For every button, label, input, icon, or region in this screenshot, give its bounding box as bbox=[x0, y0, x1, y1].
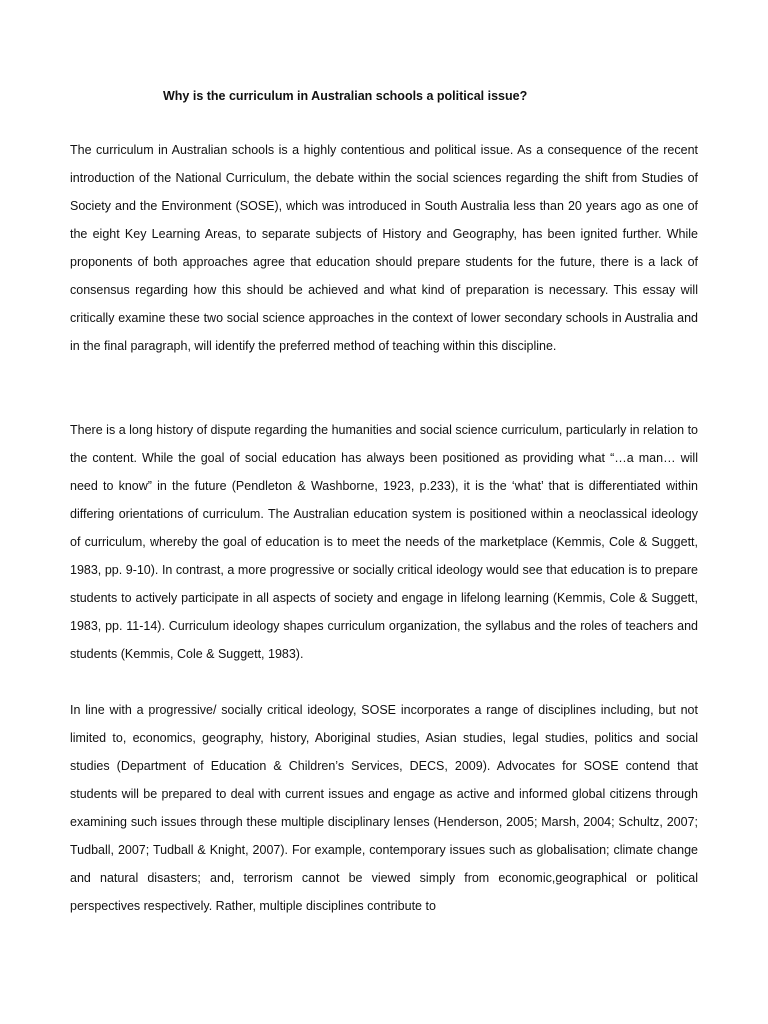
paragraph-introduction: The curriculum in Australian schools is a highly contentious and political issue. As a consequence of the recent introduction of the National Curriculum, the debate within the social sciences regarding the shift from Studies of Society and the Environment (SOSE), which was introduced in South Australia less than 20 years ago as one of the eight Key Learning Areas, to separate subjects of History and Geography, has been ignited further. While proponents of both approaches agree that education should prepare students for the future, there is a lack of consensus regarding how this should be achieved and what kind of preparation is necessary. This essay will critically examine these two social science approaches in the context of lower secondary schools in Australia and in the final paragraph, will identify the preferred method of teaching within this discipline. bbox=[70, 143, 698, 353]
paragraph-history-dispute: There is a long history of dispute regarding the humanities and social science curriculum, particularly in relation to the content. While the goal of social education has always been positioned as providing what “…a man… will need to know” in the future (Pendleton & Washborne, 1923, p.233), it is the ‘what’ that is differentiated within differing orientations of curriculum. The Australian education system is positioned within a neoclassical ideology of curriculum, whereby the goal of education is to meet the needs of the marketplace (Kemmis, Cole & Suggett, 1983, pp. 9-10). In contrast, a more progressive or socially critical ideology would see that education is to prepare students to actively participate in all aspects of society and engage in lifelong learning (Kemmis, Cole & Suggett, 1983, pp. 11-14). Curriculum ideology shapes curriculum organization, the syllabus and the roles of teachers and students (Kemmis, Cole & Suggett, 1983). bbox=[70, 423, 698, 661]
paragraph-sose: In line with a progressive/ socially critical ideology, SOSE incorporates a range of disciplines including, but not limited to, economics, geography, history, Aboriginal studies, Asian studies, legal studies, politics and social studies (Department of Education & Children’s Services, DECS, 2009). Advocates for SOSE contend that students will be prepared to deal with current issues and engage as active and informed global citizens through examining such issues through these multiple disciplinary lenses (Henderson, 2005; Marsh, 2004; Schultz, 2007; Tudball, 2007; Tudball & Knight, 2007). For example, contemporary issues such as globalisation; climate change and natural disasters; and, terrorism cannot be viewed simply from economic,geographical or political perspectives respectively. Rather, multiple disciplines contribute to bbox=[70, 703, 698, 913]
document-title: Why is the curriculum in Australian schools a political issue? bbox=[163, 89, 528, 103]
